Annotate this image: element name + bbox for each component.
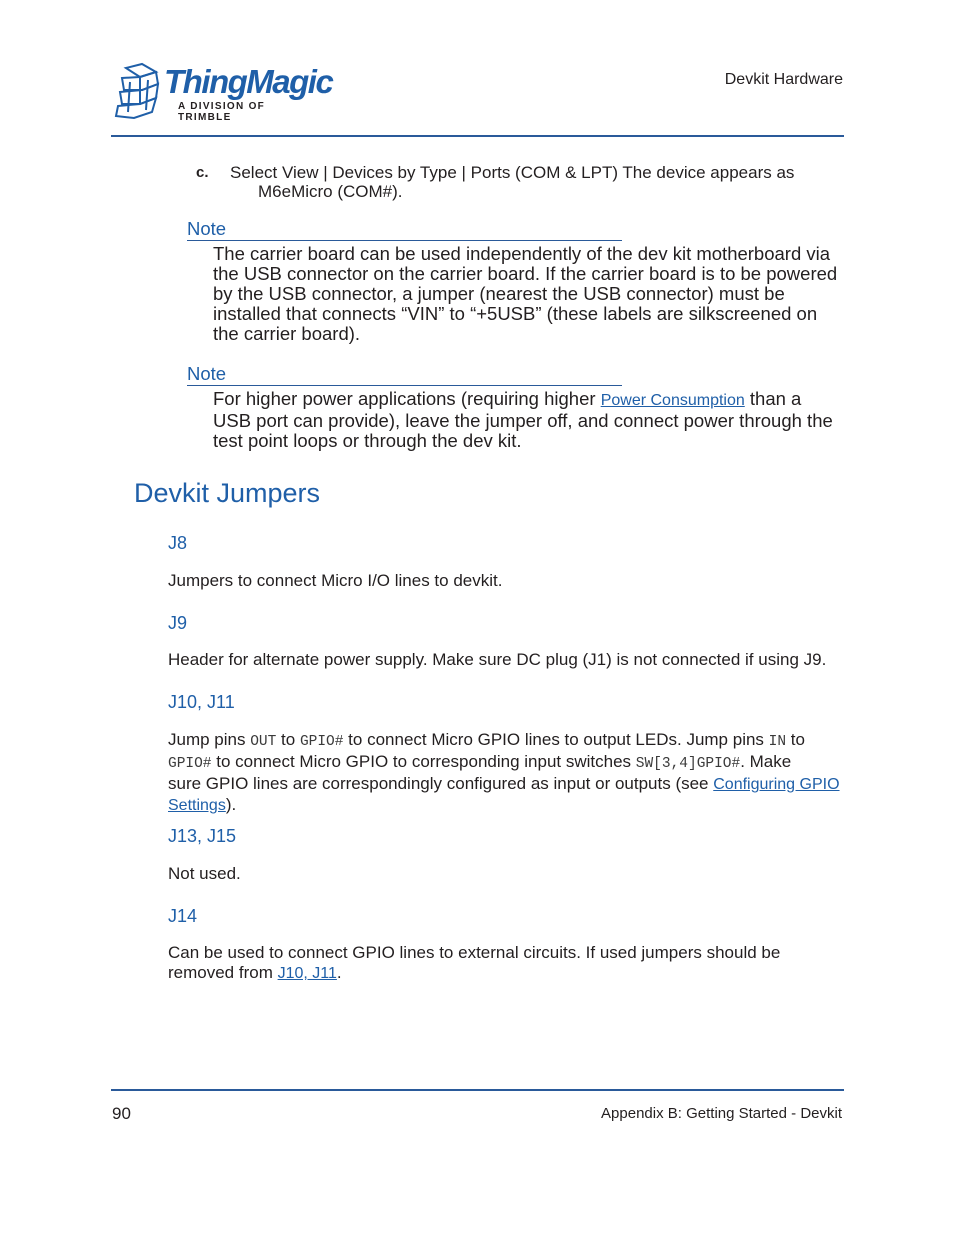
switch-code: SW[3,4]GPIO# bbox=[635, 756, 741, 772]
brand-tagline: A DIVISION OF TRIMBLE bbox=[178, 101, 266, 123]
thingmagic-logo bbox=[112, 60, 333, 124]
note1-line: the carrier board). bbox=[213, 323, 361, 344]
note2-heading: Note bbox=[187, 363, 227, 384]
step-c-line2: M6eMicro (COM#). bbox=[258, 182, 403, 201]
pin-gpio-code: GPIO# bbox=[299, 734, 344, 750]
running-header: Devkit Hardware bbox=[724, 71, 843, 88]
j14-line1: Can be used to connect GPIO lines to external circuits. If used jumpers should be bbox=[168, 943, 781, 962]
pin-out-code: OUT bbox=[250, 734, 277, 750]
note1-heading: Note bbox=[187, 218, 227, 239]
note2-line3: test point loops or through the dev kit. bbox=[213, 430, 522, 451]
j14-text: removed from bbox=[168, 963, 278, 982]
j10-text: to connect Micro GPIO to corresponding input switches bbox=[211, 752, 636, 771]
j14-line2 bbox=[168, 963, 858, 984]
j10-j11-link[interactable]: J10, J11 bbox=[277, 965, 337, 982]
j14-body bbox=[168, 943, 858, 984]
j10-text: . Make bbox=[740, 752, 792, 771]
j10-text: to bbox=[786, 730, 805, 749]
j10-line3 bbox=[168, 774, 858, 795]
pin-gpio-code: GPIO# bbox=[168, 756, 212, 772]
footer-chapter: Appendix B: Getting Started - Devkit bbox=[601, 1105, 842, 1122]
note1-line: installed that connects “VIN” to “+5USB” (these labels are silkscreened on bbox=[213, 303, 818, 324]
note2-line2: USB port can provide), leave the jumper off, and connect power through the bbox=[213, 410, 833, 431]
j10-text: ). bbox=[225, 795, 237, 814]
j10-text: Jump pins bbox=[168, 730, 251, 749]
note1-body bbox=[213, 244, 853, 344]
j10-text: sure GPIO lines are correspondingly configured as input or outputs (see bbox=[168, 774, 714, 793]
logo-mark-icon bbox=[112, 62, 164, 120]
page-number: 90 bbox=[112, 1104, 131, 1123]
note2-body bbox=[213, 389, 853, 451]
footer-rule bbox=[111, 1089, 844, 1091]
j10-body bbox=[168, 730, 858, 816]
note2-rule bbox=[187, 385, 622, 386]
step-c-line1: Select View | Devices by Type | Ports (COM & LPT) The device appears as bbox=[230, 163, 795, 182]
j14-text: . bbox=[336, 963, 342, 982]
power-consumption-link[interactable]: Power Consumption bbox=[600, 392, 745, 409]
j10-heading: J10, J11 bbox=[168, 692, 235, 712]
j10-text: to bbox=[276, 730, 300, 749]
brand-name: ThingMagic bbox=[164, 63, 333, 100]
note1-line: by the USB connector, a jumper (nearest the USB connector) must be bbox=[213, 283, 785, 304]
j13-text: Not used. bbox=[168, 864, 241, 883]
j10-line4 bbox=[168, 795, 858, 816]
j10-line2 bbox=[168, 752, 858, 774]
header-rule bbox=[111, 135, 844, 137]
note2-text: than a bbox=[744, 388, 802, 409]
note2-text: For higher power applications (requiring higher bbox=[213, 388, 601, 409]
j8-heading: J8 bbox=[168, 533, 188, 553]
j9-heading: J9 bbox=[168, 613, 188, 633]
j10-line1 bbox=[168, 730, 858, 752]
j9-text: Header for alternate power supply. Make sure DC plug (J1) is not connected if using J9. bbox=[168, 650, 827, 669]
section-title: Devkit Jumpers bbox=[134, 478, 321, 508]
pin-in-code: IN bbox=[768, 734, 787, 750]
note2-line1 bbox=[213, 389, 853, 411]
step-marker: c. bbox=[196, 164, 209, 181]
j14-heading: J14 bbox=[168, 906, 198, 926]
configuring-gpio-link[interactable]: Configuring GPIO bbox=[713, 776, 840, 793]
note1-line: The carrier board can be used independently of the dev kit motherboard via bbox=[213, 243, 831, 264]
configuring-gpio-link-cont[interactable]: Settings bbox=[168, 797, 226, 814]
note1-rule bbox=[187, 240, 622, 241]
note1-line: the USB connector on the carrier board. If the carrier board is to be powered bbox=[213, 263, 838, 284]
j8-text: Jumpers to connect Micro I/O lines to devkit. bbox=[168, 571, 503, 590]
j10-text: to connect Micro GPIO lines to output LEDs. Jump pins bbox=[343, 730, 769, 749]
j13-heading: J13, J15 bbox=[168, 826, 237, 846]
